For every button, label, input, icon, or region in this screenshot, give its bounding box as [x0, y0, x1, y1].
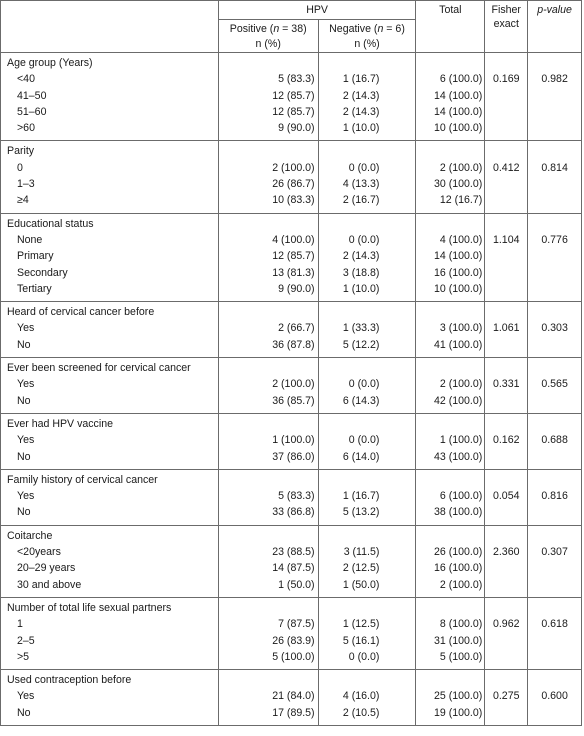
variable-cell: [1, 670, 219, 726]
total-value: 16 (100.0): [433, 562, 483, 575]
fisher-header-line-2: exact: [493, 18, 519, 30]
fisher-cell: [485, 213, 528, 301]
table-row: [1, 413, 582, 469]
total-cell-spacer: [416, 143, 482, 159]
total-cell-spacer: [416, 600, 482, 616]
level-label: Tertiary: [17, 282, 52, 295]
negative-cell: [318, 358, 416, 414]
fisher-cell: [485, 670, 528, 726]
total-cell-spacer: [416, 528, 482, 544]
positive-value: 17 (89.5): [272, 706, 315, 719]
negative-value: 2 (12.5): [342, 562, 380, 575]
fisher-value: 0.162: [492, 434, 520, 447]
pvalue-value: 0.303: [541, 322, 568, 335]
total-cell: [416, 597, 485, 669]
pvalue-cell: [528, 141, 582, 213]
negative-value: 2 (16.7): [342, 194, 380, 207]
total-value: 10 (100.0): [433, 282, 483, 295]
positive-cell: [218, 213, 318, 301]
negative-cell: [318, 141, 416, 213]
pvalue-cell: [528, 358, 582, 414]
level-label: 1–3: [17, 178, 35, 191]
table-row: [1, 469, 582, 525]
total-cell: [416, 358, 485, 414]
negative-cell: [318, 413, 416, 469]
negative-cell-spacer: [319, 672, 380, 688]
fisher-cell: [485, 469, 528, 525]
negative-cell-spacer: [319, 528, 380, 544]
positive-cell-spacer: [219, 416, 315, 432]
total-value: 2 (100.0): [439, 378, 483, 391]
positive-value: 37 (86.0): [272, 450, 315, 463]
positive-cell-spacer: [219, 304, 315, 320]
negative-header-line: [319, 22, 416, 37]
negative-value: 6 (14.3): [342, 394, 380, 407]
total-cell: [416, 213, 485, 301]
total-value: 14 (100.0): [433, 105, 483, 118]
variable-cell: [1, 358, 219, 414]
positive-value: 26 (83.9): [272, 634, 315, 647]
negative-value: 1 (16.7): [342, 490, 380, 503]
negative-value: 1 (10.0): [342, 122, 380, 135]
fisher-value: 0.331: [492, 378, 520, 391]
level-label: Yes: [17, 490, 35, 503]
positive-value: 5 (100.0): [272, 650, 315, 663]
positive-value: 26 (86.7): [272, 178, 315, 191]
positive-cell: [218, 53, 318, 141]
negative-header-post: = 6): [383, 23, 405, 35]
variable-cell: [1, 413, 219, 469]
level-label: Yes: [17, 434, 35, 447]
pvalue-cell: [528, 469, 582, 525]
total-value: 26 (100.0): [433, 546, 483, 559]
positive-value: 1 (100.0): [272, 434, 315, 447]
level-label: ≥4: [17, 194, 29, 207]
positive-value: 36 (85.7): [272, 394, 315, 407]
positive-value: 5 (83.3): [278, 73, 315, 86]
positive-value: 36 (87.8): [272, 338, 315, 351]
variable-cell: [1, 141, 219, 213]
negative-value: 1 (12.5): [342, 618, 380, 631]
fisher-value: 2.360: [492, 546, 520, 559]
negative-header-pre: Negative (: [329, 23, 378, 35]
level-label: 0: [17, 161, 23, 174]
fisher-header-line-1: Fisher: [491, 4, 521, 16]
pvalue-cell: [528, 597, 582, 669]
level-label: Primary: [17, 250, 54, 263]
total-cell: [416, 670, 485, 726]
positive-value: 14 (87.5): [272, 562, 315, 575]
negative-cell: [318, 597, 416, 669]
negative-cell-spacer: [319, 143, 380, 159]
level-label: <40: [17, 73, 35, 86]
negative-value: 4 (16.0): [342, 690, 380, 703]
pvalue-value: 0.814: [541, 161, 568, 174]
negative-value: 1 (33.3): [342, 322, 380, 335]
total-value: 6 (100.0): [439, 490, 483, 503]
total-value: 1 (100.0): [439, 434, 483, 447]
level-label: Yes: [17, 690, 35, 703]
pvalue-value: 0.307: [541, 546, 568, 559]
level-label: No: [17, 394, 31, 407]
pvalue-header: [528, 1, 582, 53]
positive-value: 2 (100.0): [272, 161, 315, 174]
total-cell-spacer: [416, 216, 482, 232]
pvalue-value: 0.565: [541, 378, 568, 391]
total-value: 2 (100.0): [439, 578, 483, 591]
variable-cell: [1, 525, 219, 597]
total-value: 19 (100.0): [433, 706, 483, 719]
category-title: Number of total life sexual partners: [7, 601, 172, 614]
positive-cell: [218, 597, 318, 669]
level-label: No: [17, 338, 31, 351]
fisher-cell: [485, 141, 528, 213]
level-label: No: [17, 706, 31, 719]
negative-value: 2 (14.3): [342, 105, 380, 118]
total-value: 12 (16.7): [439, 194, 483, 207]
pvalue-spacer: [528, 143, 581, 159]
pvalue-cell: [528, 302, 582, 358]
category-title: Educational status: [7, 217, 94, 230]
table-row: [1, 53, 582, 141]
positive-value: 12 (85.7): [272, 105, 315, 118]
fisher-cell: [485, 525, 528, 597]
negative-cell: [318, 469, 416, 525]
negative-cell: [318, 525, 416, 597]
total-value: 8 (100.0): [439, 618, 483, 631]
fisher-spacer: [485, 55, 527, 71]
hpv-header: HPV: [218, 1, 416, 20]
positive-header-pre: Positive (: [229, 23, 274, 35]
total-value: 41 (100.0): [433, 338, 483, 351]
negative-npct: n (%): [354, 38, 380, 50]
positive-value: 1 (50.0): [278, 578, 315, 591]
negative-cell-spacer: [319, 600, 380, 616]
pvalue-cell: [528, 53, 582, 141]
level-label: Yes: [17, 378, 35, 391]
fisher-cell: [485, 53, 528, 141]
pvalue-spacer: [528, 472, 581, 488]
negative-value: 0 (0.0): [348, 161, 380, 174]
total-cell: [416, 525, 485, 597]
table-row: [1, 597, 582, 669]
fisher-spacer: [485, 360, 527, 376]
category-title: Ever had HPV vaccine: [7, 417, 113, 430]
total-cell-spacer: [416, 304, 482, 320]
category-title: Used contraception before: [7, 674, 132, 687]
table-row: [1, 670, 582, 726]
total-value: 6 (100.0): [439, 73, 483, 86]
pvalue-value: 0.982: [541, 73, 568, 86]
total-value: 3 (100.0): [439, 322, 483, 335]
negative-cell: [318, 213, 416, 301]
fisher-cell: [485, 358, 528, 414]
negative-cell: [318, 670, 416, 726]
negative-value: 0 (0.0): [348, 378, 380, 391]
positive-value: 12 (85.7): [272, 89, 315, 102]
pvalue-spacer: [528, 600, 581, 616]
negative-cell-spacer: [319, 55, 380, 71]
category-title: Heard of cervical cancer before: [7, 306, 155, 319]
total-header: Total: [416, 1, 485, 53]
total-cell: [416, 469, 485, 525]
variable-cell: [1, 53, 219, 141]
negative-value: 0 (0.0): [348, 233, 380, 246]
positive-cell: [218, 141, 318, 213]
negative-value: 1 (16.7): [342, 73, 380, 86]
fisher-value: 1.104: [492, 233, 520, 246]
negative-cell-spacer: [319, 416, 380, 432]
variable-cell: [1, 597, 219, 669]
pvalue-spacer: [528, 672, 581, 688]
total-value: 30 (100.0): [433, 178, 483, 191]
total-value: 14 (100.0): [433, 250, 483, 263]
pvalue-value: 0.600: [541, 690, 568, 703]
total-value: 14 (100.0): [433, 89, 483, 102]
fisher-spacer: [485, 472, 527, 488]
level-label: 20–29 years: [17, 562, 76, 575]
positive-value: 9 (90.0): [278, 282, 315, 295]
negative-value: 3 (11.5): [343, 546, 380, 559]
total-value: 31 (100.0): [433, 634, 483, 647]
fisher-spacer: [485, 672, 527, 688]
fisher-spacer: [485, 416, 527, 432]
positive-cell: [218, 413, 318, 469]
total-value: 42 (100.0): [433, 394, 483, 407]
total-cell-spacer: [416, 416, 482, 432]
fisher-spacer: [485, 304, 527, 320]
negative-cell-spacer: [319, 304, 380, 320]
pvalue-value: 0.776: [541, 233, 568, 246]
pvalue-cell: [528, 413, 582, 469]
positive-value: 21 (84.0): [272, 690, 315, 703]
level-label: No: [17, 450, 31, 463]
total-value: 16 (100.0): [433, 266, 483, 279]
level-label: >5: [17, 650, 30, 663]
fisher-cell: [485, 302, 528, 358]
positive-header-post: = 38): [279, 23, 307, 35]
positive-value: 4 (100.0): [272, 233, 315, 246]
table-row: [1, 302, 582, 358]
fisher-cell: [485, 413, 528, 469]
fisher-value: 0.962: [492, 618, 520, 631]
level-label: 41–50: [17, 89, 47, 102]
positive-value: 9 (90.0): [278, 122, 315, 135]
variable-cell: [1, 213, 219, 301]
negative-value: 2 (14.3): [342, 89, 380, 102]
fisher-spacer: [485, 143, 527, 159]
positive-value: 10 (83.3): [272, 194, 315, 207]
pvalue-value: 0.688: [541, 434, 568, 447]
negative-cell: [318, 302, 416, 358]
table-row: [1, 213, 582, 301]
table-body: [1, 53, 582, 726]
positive-cell-spacer: [219, 216, 315, 232]
fisher-spacer: [485, 528, 527, 544]
total-cell: [416, 413, 485, 469]
pvalue-header-text: p-value: [537, 4, 572, 16]
category-title: Age group (Years): [7, 57, 93, 69]
level-label: No: [17, 506, 31, 519]
total-value: 25 (100.0): [433, 690, 483, 703]
total-cell-spacer: [416, 360, 482, 376]
negative-value: 5 (13.2): [342, 506, 380, 519]
total-cell: [416, 53, 485, 141]
positive-cell-spacer: [219, 143, 315, 159]
pvalue-cell: [528, 525, 582, 597]
positive-cell: [218, 358, 318, 414]
negative-value: 0 (0.0): [348, 650, 380, 663]
total-value: 10 (100.0): [433, 122, 483, 135]
positive-value: 13 (81.3): [272, 266, 315, 279]
negative-value: 6 (14.0): [342, 450, 380, 463]
negative-value: 4 (13.3): [342, 178, 380, 191]
table-row: [1, 141, 582, 213]
negative-value: 3 (18.8): [342, 266, 380, 279]
fisher-value: 0.169: [492, 73, 520, 86]
positive-value: 7 (87.5): [278, 618, 315, 631]
level-label: Yes: [17, 322, 35, 335]
negative-value: 1 (10.0): [342, 282, 380, 295]
category-title: Coitarche: [7, 529, 53, 542]
negative-cell-spacer: [319, 472, 380, 488]
total-value: 38 (100.0): [433, 506, 483, 519]
pvalue-spacer: [528, 216, 581, 232]
category-title: Ever been screened for cervical cancer: [7, 362, 191, 375]
pvalue-value: 0.618: [541, 618, 568, 631]
total-value: 4 (100.0): [439, 233, 483, 246]
negative-value: 5 (12.2): [342, 338, 380, 351]
fisher-spacer: [485, 600, 527, 616]
positive-cell-spacer: [219, 600, 315, 616]
category-title: Family history of cervical cancer: [7, 473, 158, 486]
negative-value: 0 (0.0): [348, 434, 380, 447]
category-title: Parity: [7, 145, 35, 158]
positive-value: 23 (88.5): [272, 546, 315, 559]
negative-cell-spacer: [319, 216, 380, 232]
pvalue-spacer: [528, 360, 581, 376]
positive-header: [218, 20, 318, 53]
total-value: 43 (100.0): [433, 450, 483, 463]
negative-value: 2 (14.3): [342, 250, 380, 263]
positive-value: 5 (83.3): [278, 490, 315, 503]
level-label: 51–60: [17, 105, 47, 118]
total-cell-spacer: [416, 472, 482, 488]
positive-value: 2 (100.0): [272, 378, 315, 391]
variable-header-cell: [1, 1, 219, 53]
positive-npct: n (%): [255, 38, 281, 50]
negative-header: [318, 20, 416, 53]
positive-cell-spacer: [219, 360, 315, 376]
positive-cell: [218, 302, 318, 358]
positive-value: 33 (86.8): [272, 506, 315, 519]
negative-value: 5 (16.1): [342, 634, 380, 647]
positive-value: 12 (85.7): [272, 250, 315, 263]
positive-cell-spacer: [219, 672, 315, 688]
pvalue-spacer: [528, 304, 581, 320]
positive-cell-spacer: [219, 528, 315, 544]
negative-cell: [318, 53, 416, 141]
pvalue-spacer: [528, 416, 581, 432]
positive-cell-spacer: [219, 55, 315, 71]
fisher-value: 0.275: [492, 690, 520, 703]
negative-header-n: n: [377, 23, 384, 35]
level-label: None: [17, 233, 43, 246]
total-cell-spacer: [416, 55, 482, 71]
positive-header-n: n: [273, 23, 280, 35]
positive-cell: [218, 525, 318, 597]
pvalue-spacer: [528, 55, 581, 71]
negative-cell-spacer: [319, 360, 380, 376]
table-row: [1, 525, 582, 597]
total-cell-spacer: [416, 672, 482, 688]
negative-value: 2 (10.5): [342, 706, 380, 719]
pvalue-cell: [528, 670, 582, 726]
level-label: 1: [17, 618, 23, 631]
fisher-spacer: [485, 216, 527, 232]
pvalue-spacer: [528, 528, 581, 544]
total-value: 2 (100.0): [439, 161, 483, 174]
fisher-value: 1.061: [492, 322, 520, 335]
level-label: <20years: [17, 546, 61, 559]
positive-cell: [218, 670, 318, 726]
negative-value: 1 (50.0): [342, 578, 380, 591]
total-cell: [416, 141, 485, 213]
level-label: 2–5: [17, 634, 35, 647]
total-cell: [416, 302, 485, 358]
fisher-value: 0.054: [492, 490, 520, 503]
positive-value: 2 (66.7): [278, 322, 315, 335]
level-label: 30 and above: [17, 578, 82, 591]
fisher-cell: [485, 597, 528, 669]
positive-header-line: [219, 22, 318, 37]
positive-cell-spacer: [219, 472, 315, 488]
total-value: 5 (100.0): [439, 650, 483, 663]
positive-cell: [218, 469, 318, 525]
level-label: Secondary: [17, 266, 68, 279]
pvalue-cell: [528, 213, 582, 301]
fisher-header: [485, 1, 528, 53]
pvalue-value: 0.816: [541, 490, 568, 503]
variable-cell: [1, 302, 219, 358]
table-row: [1, 358, 582, 414]
fisher-value: 0.412: [492, 161, 520, 174]
level-label: >60: [17, 122, 35, 135]
variable-cell: [1, 469, 219, 525]
